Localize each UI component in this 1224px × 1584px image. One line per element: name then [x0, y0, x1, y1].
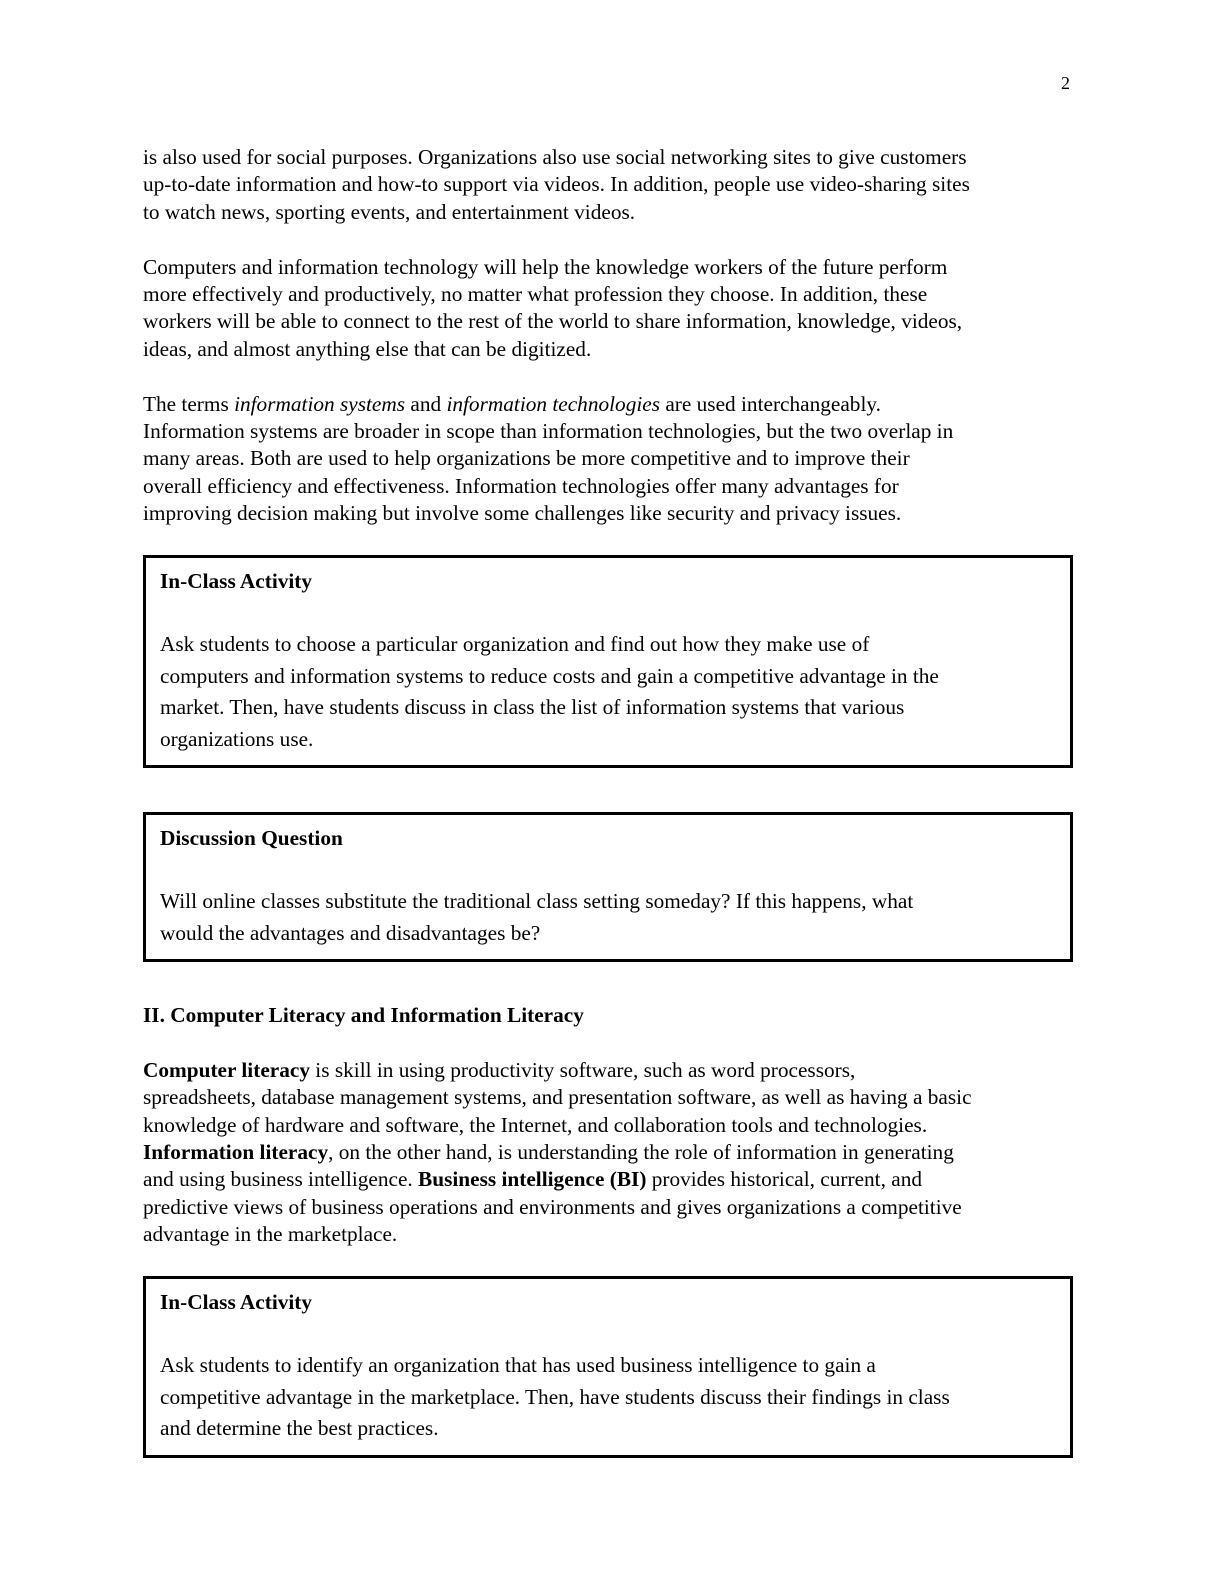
text-line	[143, 1166, 1073, 1193]
term-computer-literacy: Computer literacy	[143, 1057, 310, 1082]
intro-paragraph	[143, 144, 1073, 226]
text-run: provides historical, current, and	[646, 1167, 922, 1192]
text-run: , on the other hand, is understanding the role of information in generating	[328, 1140, 954, 1165]
discussion-question-box	[143, 812, 1073, 962]
text-line: up-to-date information and how-to support via videos. In addition, people use video-sharing sites	[143, 172, 970, 197]
text-line: spreadsheets, database management systems, and presentation software, as well as having a basic	[143, 1085, 972, 1110]
text-line	[143, 391, 1073, 418]
text-line: to watch news, sporting events, and entertainment videos.	[143, 199, 636, 224]
text-line: market. Then, have students discuss in class the list of information systems that various	[160, 695, 905, 720]
text-line: overall efficiency and effectiveness. Information technologies offer many advantages for	[143, 473, 899, 498]
box-body	[160, 886, 1056, 949]
text-line: many areas. Both are used to help organizations be more competitive and to improve their	[143, 446, 910, 471]
text-line: is also used for social purposes. Organizations also use social networking sites to give customers	[143, 145, 967, 169]
text-line: and determine the best practices.	[160, 1416, 439, 1441]
text-line	[143, 1139, 1073, 1166]
term-information-systems: information systems	[234, 391, 406, 416]
text-line: more effectively and productively, no matter what profession they choose. In addition, these	[143, 282, 928, 307]
text-line: advantage in the marketplace.	[143, 1222, 398, 1247]
text-line: workers will be able to connect to the rest of the world to share information, knowledge, videos,	[143, 309, 963, 334]
text-line: Information systems are broader in scope than information technologies, but the two overlap in	[143, 419, 954, 444]
box-title: In-Class Activity	[160, 569, 313, 594]
text-line: would the advantages and disadvantages be?	[160, 920, 541, 945]
literacy-paragraph	[143, 1057, 1073, 1249]
text-run: The terms	[143, 391, 235, 416]
section-heading: II. Computer Literacy and Information Literacy	[143, 1003, 584, 1028]
text-line: computers and information systems to reduce costs and gain a competitive advantage in the	[160, 663, 939, 688]
term-business-intelligence: Business intelligence (BI)	[418, 1167, 647, 1192]
text-line: ideas, and almost anything else that can be digitized.	[143, 336, 592, 361]
term-information-literacy: Information literacy	[143, 1140, 329, 1165]
text-line: competitive advantage in the marketplace. Then, have students discuss their findings in class	[160, 1384, 950, 1409]
text-run: is skill in using productivity software, such as word processors,	[309, 1057, 856, 1082]
box-title: In-Class Activity	[160, 1290, 313, 1315]
text-line: Ask students to identify an organization that has used business intelligence to gain a	[160, 1353, 876, 1378]
box-title: Discussion Question	[160, 826, 343, 851]
text-line: knowledge of hardware and software, the Internet, and collaboration tools and technologies.	[143, 1112, 928, 1137]
box-body	[160, 629, 1056, 755]
text-run: and using business intelligence.	[143, 1167, 419, 1192]
knowledge-workers-paragraph	[143, 254, 1073, 364]
box-body	[160, 1350, 1056, 1445]
text-line: improving decision making but involve some challenges like security and privacy issues.	[143, 501, 902, 526]
text-line: predictive views of business operations and environments and gives organizations a competitive	[143, 1194, 962, 1219]
text-line	[143, 1057, 1073, 1084]
text-run: and	[405, 391, 447, 416]
text-run: are used interchangeably.	[660, 391, 881, 416]
page-number: 2	[1061, 73, 1070, 93]
in-class-activity-box	[143, 555, 1073, 768]
terms-paragraph	[143, 391, 1073, 528]
document-body	[143, 144, 1073, 1458]
text-line: Ask students to choose a particular organization and find out how they make use of	[160, 632, 870, 657]
text-line: Will online classes substitute the traditional class setting someday? If this happens, what	[160, 889, 914, 914]
term-information-technologies: information technologies	[446, 391, 660, 416]
text-line: organizations use.	[160, 726, 314, 751]
in-class-activity-box	[143, 1276, 1073, 1458]
text-line: Computers and information technology will help the knowledge workers of the future perform	[143, 254, 948, 279]
